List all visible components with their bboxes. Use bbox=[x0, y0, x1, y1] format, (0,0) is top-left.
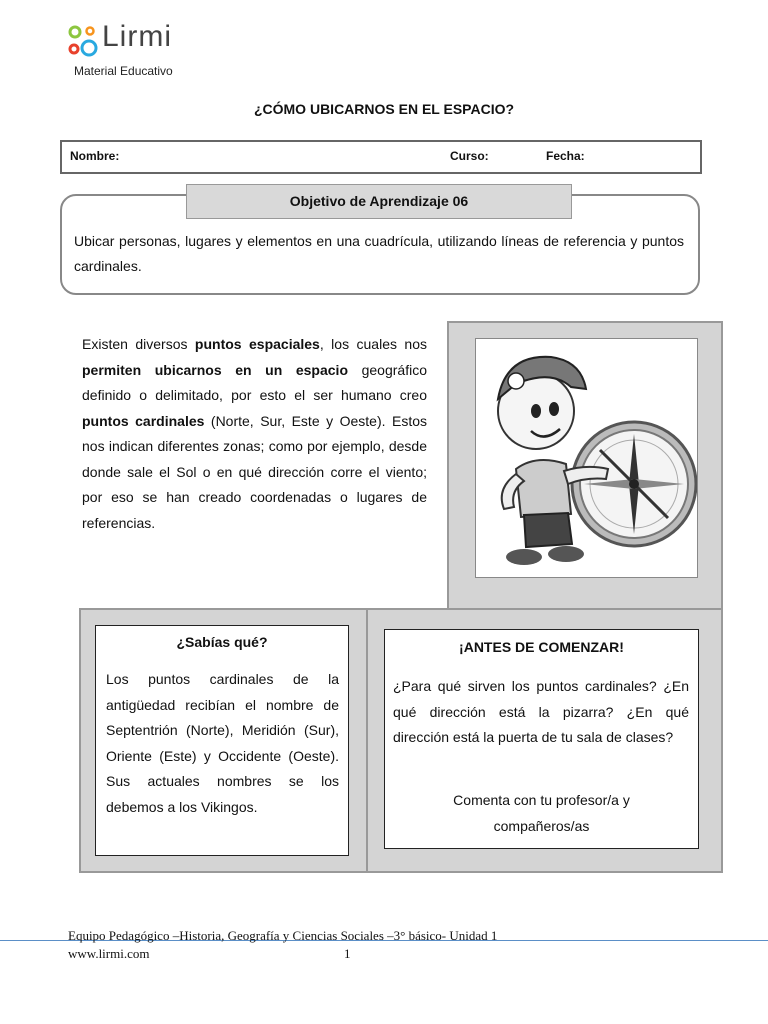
did-you-know-title: ¿Sabías qué? bbox=[176, 634, 268, 650]
page-title: ¿CÓMO UBICARNOS EN EL ESPACIO? bbox=[253, 101, 515, 117]
intro-bold-3: puntos cardinales bbox=[82, 412, 205, 429]
before-start-title: ¡ANTES DE COMENZAR! bbox=[459, 639, 624, 655]
boy-compass-illustration bbox=[475, 338, 698, 578]
before-start-card bbox=[384, 629, 699, 849]
intro-bold-1: puntos espaciales bbox=[194, 336, 320, 352]
intro-text-3: geográfico definido o delimitado, por esto el ser humano creo bbox=[82, 361, 427, 403]
comment-line-2: compañeros/as bbox=[493, 818, 590, 834]
objective-title: Objetivo de Aprendizaje 06 bbox=[186, 184, 572, 219]
did-you-know-card bbox=[95, 625, 349, 856]
intro-text-1: Existen diversos bbox=[82, 336, 195, 352]
student-info-box bbox=[60, 140, 702, 174]
before-start-questions: ¿Para qué sirven los puntos cardinales? ¿En qué dirección está la pizarra? ¿En qué dirección está la puerta de tu sala de clases? bbox=[393, 678, 689, 745]
footer-url[interactable]: www.lirmi.com bbox=[68, 946, 150, 961]
logo-dots-icon bbox=[68, 24, 98, 58]
logo-text: Lirmi bbox=[102, 20, 172, 53]
date-label: Fecha: bbox=[546, 149, 585, 163]
intro-text-4: (Norte, Sur, Este y Oeste). Estos nos indican diferentes zonas; como por ejemplo, desde donde sale el Sol o en qué dirección corre el viento; por eso se han creado coordenadas o lugares de referencias. bbox=[82, 412, 427, 531]
comment-prompt bbox=[385, 787, 698, 839]
comment-line-1: Comenta con tu profesor/a y bbox=[453, 792, 630, 808]
course-label: Curso: bbox=[450, 149, 489, 163]
intro-paragraph bbox=[82, 332, 427, 536]
boy-with-compass-icon bbox=[476, 339, 697, 577]
bottom-divider bbox=[366, 608, 368, 871]
name-label: Nombre: bbox=[70, 149, 120, 163]
lirmi-logo bbox=[68, 22, 208, 62]
did-you-know-text: Los puntos cardinales de la antigüedad recibían el nombre de Septentrión (Norte), Meridión (Sur), Oriente (Este) y Occidente (Oeste). Sus actuales nombres se los debemos a los Vikingos. bbox=[106, 671, 339, 815]
objective-text: Ubicar personas, lugares y elementos en una cuadrícula, utilizando líneas de referencia y puntos cardinales. bbox=[74, 233, 684, 274]
intro-bold-2: permiten ubicarnos en un espacio bbox=[82, 361, 349, 378]
logo-subtitle: Material Educativo bbox=[74, 64, 173, 78]
footer-credits: Equipo Pedagógico –Historia, Geografía y Ciencias Sociales –3° básico- Unidad 1 bbox=[68, 928, 498, 943]
intro-text-2: , los cuales nos bbox=[319, 336, 427, 352]
page-number: 1 bbox=[344, 946, 351, 961]
